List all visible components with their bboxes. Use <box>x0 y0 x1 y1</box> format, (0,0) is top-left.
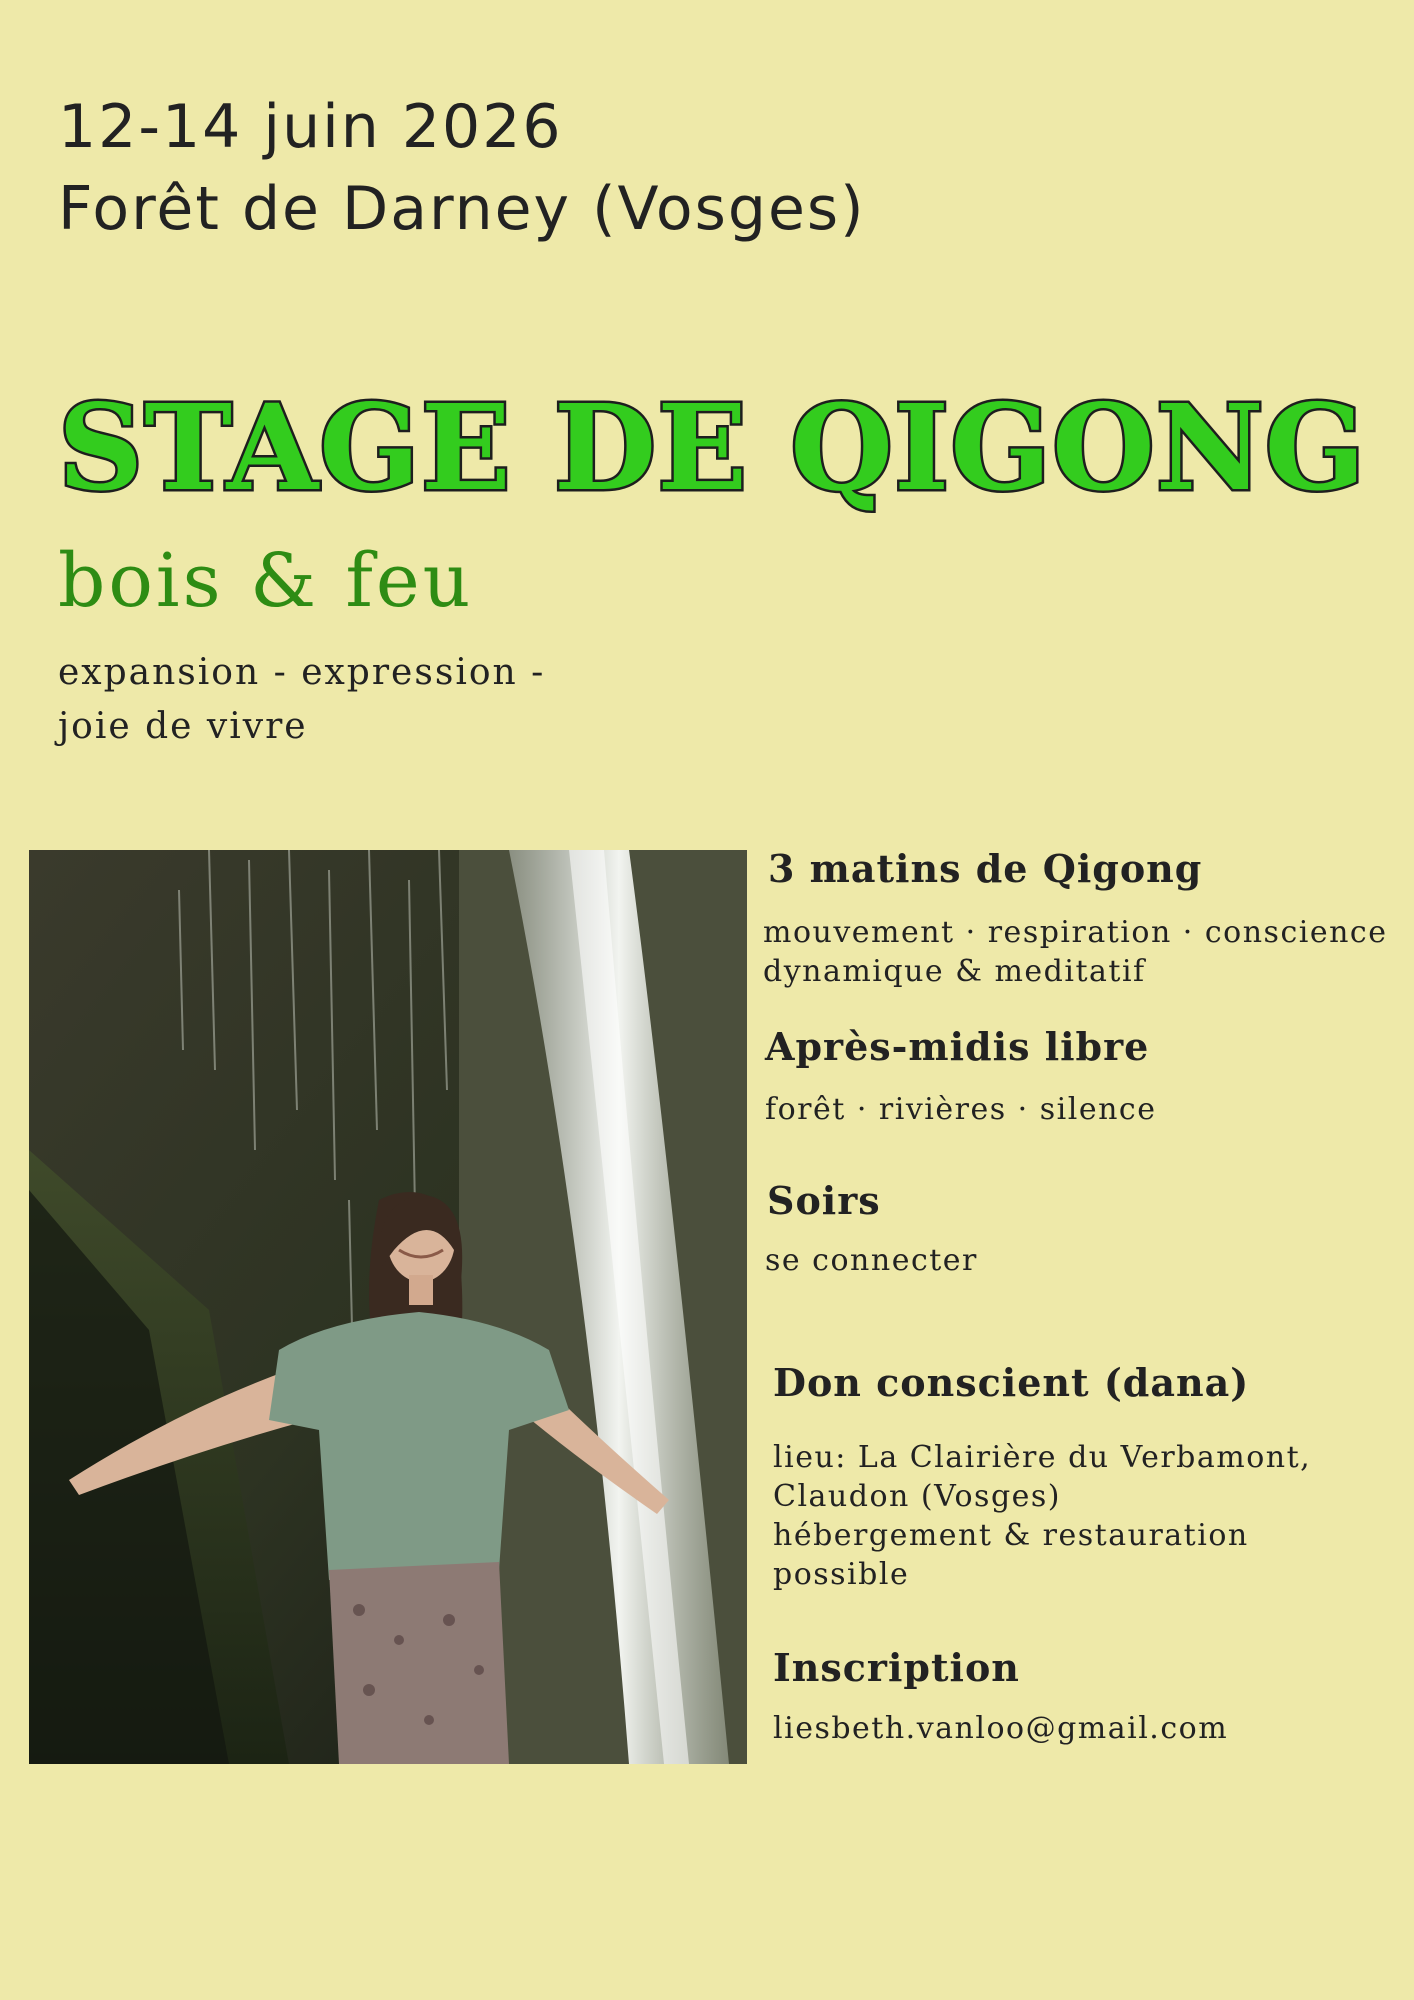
section-line: hébergement & restauration <box>773 1518 1249 1553</box>
section-line: Claudon (Vosges) <box>773 1479 1062 1514</box>
poster-subtitle: bois & feu <box>58 538 474 624</box>
tagline-line: expansion - expression - <box>58 652 546 693</box>
section-heading-evenings: Soirs <box>767 1178 881 1223</box>
section-line: dynamique & meditatif <box>763 954 1146 989</box>
section-text-afternoons <box>765 1090 1156 1129</box>
tagline <box>58 646 545 754</box>
section-heading-registration: Inscription <box>773 1645 1020 1690</box>
event-date: 12-14 juin 2026 <box>58 92 563 162</box>
section-line: forêt · rivières · silence <box>765 1092 1157 1127</box>
poster-title: STAGE DE QIGONG <box>58 378 1367 517</box>
section-text-evenings <box>765 1241 978 1280</box>
section-line: se connecter <box>765 1243 978 1278</box>
section-heading-afternoons: Après-midis libre <box>765 1024 1150 1069</box>
section-text-mornings <box>763 913 1387 991</box>
section-heading-donation: Don conscient (dana) <box>773 1360 1250 1405</box>
contact-email: liesbeth.vanloo@gmail.com <box>773 1711 1229 1746</box>
waterfall-photo <box>29 850 747 1764</box>
section-line: lieu: La Clairière du Verbamont, <box>773 1440 1312 1475</box>
section-line: mouvement · respiration · conscience <box>763 915 1388 950</box>
section-text-donation <box>773 1438 1311 1594</box>
section-text-registration <box>773 1709 1228 1748</box>
section-line: possible <box>773 1557 910 1592</box>
event-location: Forêt de Darney (Vosges) <box>58 174 866 244</box>
section-heading-mornings: 3 matins de Qigong <box>768 846 1203 891</box>
tagline-line: joie de vivre <box>58 706 308 747</box>
